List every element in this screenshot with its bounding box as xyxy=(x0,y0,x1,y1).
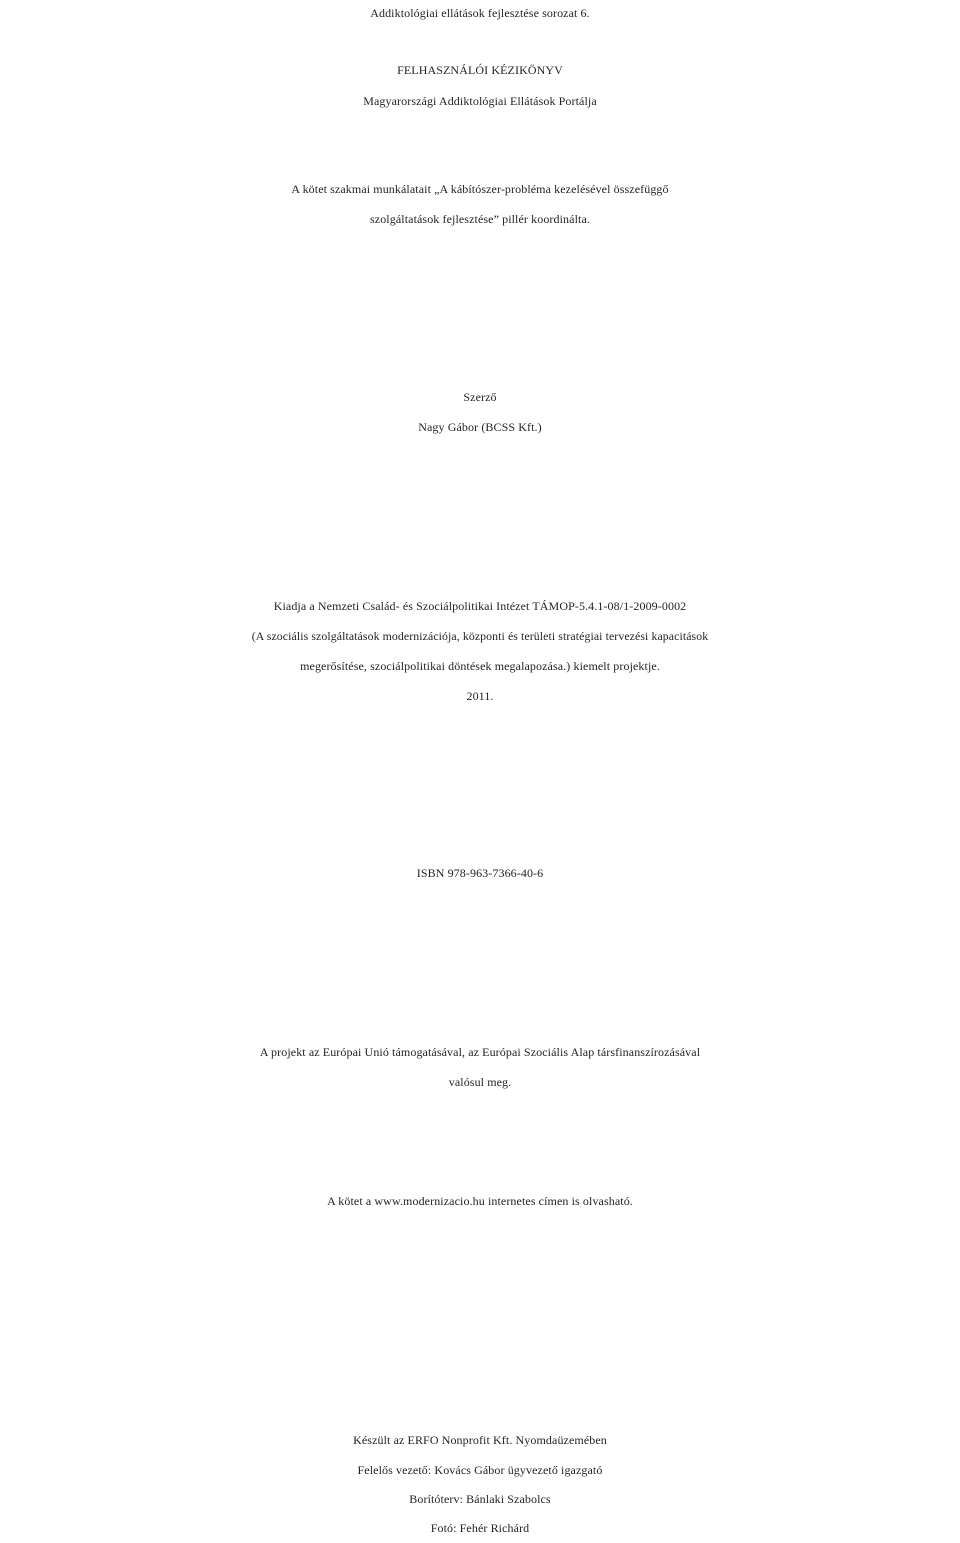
printing-house: Készült az ERFO Nonprofit Kft. Nyomdaüzemében xyxy=(353,1433,607,1447)
book-title: FELHASZNÁLÓI KÉZIKÖNYV xyxy=(397,63,563,77)
publisher-line-3: megerősítése, szociálpolitikai döntések megalapozása.) kiemelt projektje. xyxy=(300,659,660,673)
isbn: ISBN 978-963-7366-40-6 xyxy=(416,866,544,880)
book-subtitle: Magyarországi Addiktológiai Ellátások Portálja xyxy=(363,94,597,108)
publisher-line-2: (A szociális szolgáltatások modernizációja, központi és területi stratégiai tervezési kapacitások xyxy=(251,629,709,643)
eu-funding-line-2: valósul meg. xyxy=(448,1075,512,1089)
responsible-manager: Felelős vezető: Kovács Gábor ügyvezető igazgató xyxy=(357,1463,603,1477)
series-title: Addiktológiai ellátások fejlesztése sorozat 6. xyxy=(370,6,590,20)
photo-credit: Fotó: Fehér Richárd xyxy=(430,1521,530,1535)
publisher-line-1: Kiadja a Nemzeti Család- és Szociálpolitikai Intézet TÁMOP-5.4.1-08/1-2009-0002 xyxy=(273,599,687,613)
web-availability-note: A kötet a www.modernizacio.hu internetes címen is olvasható. xyxy=(327,1194,633,1208)
cover-design-credit: Borítóterv: Bánlaki Szabolcs xyxy=(409,1492,551,1506)
coordination-line-2: szolgáltatások fejlesztése” pillér koordinálta. xyxy=(370,212,590,226)
coordination-line-1: A kötet szakmai munkálatait „A kábítószer-probléma kezelésével összefüggő xyxy=(291,182,669,196)
publication-year: 2011. xyxy=(466,689,494,703)
eu-funding-line-1: A projekt az Európai Unió támogatásával, az Európai Szociális Alap társfinanszírozásával xyxy=(259,1045,701,1059)
author-name: Nagy Gábor (BCSS Kft.) xyxy=(418,420,542,434)
author-label: Szerző xyxy=(463,390,497,404)
